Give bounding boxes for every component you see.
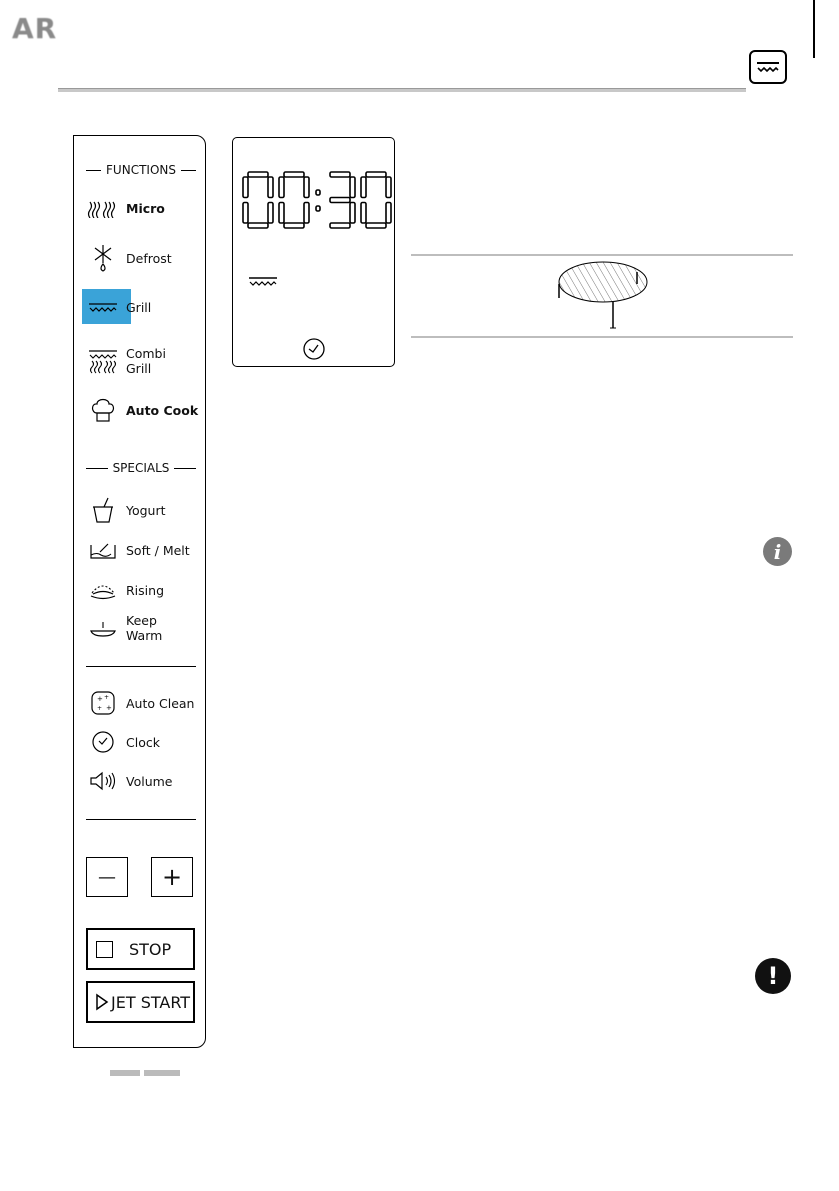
stop-button[interactable]	[86, 928, 195, 970]
panel-divider	[86, 666, 196, 667]
svg-text:+: +	[97, 695, 103, 703]
grill-icon-badge	[749, 50, 787, 84]
time-digit	[330, 172, 355, 228]
keep-warm-button[interactable]	[86, 613, 162, 643]
control-panel	[73, 135, 206, 1048]
defrost-label: Defrost	[126, 250, 172, 266]
keep-warm-label: Keep Warm	[126, 613, 163, 643]
illustration-top-rule	[411, 254, 793, 256]
yogurt-button[interactable]	[86, 496, 166, 524]
auto-cook-label: Auto Cook	[126, 402, 199, 418]
info-icon: i	[763, 537, 792, 566]
functions-heading: FUNCTIONS	[86, 163, 196, 177]
panel-divider	[86, 819, 196, 820]
rising-button[interactable]	[86, 576, 164, 604]
time-digit	[243, 172, 273, 228]
auto-clean-button[interactable]	[86, 689, 194, 717]
play-icon	[95, 993, 109, 1011]
auto-clean-label: Auto Clean	[126, 695, 195, 711]
soft-melt-icon	[86, 536, 120, 564]
combi-grill-button[interactable]	[86, 346, 166, 376]
jet-start-label: JET START	[111, 992, 191, 1012]
soft-melt-label: Soft / Melt	[126, 542, 190, 558]
time-readout	[233, 138, 393, 258]
micro-button[interactable]	[86, 194, 165, 222]
grill-icon	[86, 293, 120, 321]
clock-label: Clock	[126, 734, 160, 750]
specials-heading: SPECIALS	[86, 461, 196, 475]
svg-text:+: +	[106, 704, 112, 712]
illustration-bottom-rule	[411, 336, 793, 338]
grill-mode-icon	[247, 274, 281, 290]
svg-text:+: +	[97, 705, 103, 712]
chef-hat-icon	[86, 396, 120, 424]
jet-start-button[interactable]	[86, 981, 195, 1023]
language-code: AR	[12, 12, 58, 45]
volume-button[interactable]	[86, 767, 173, 795]
warning-icon: !	[755, 958, 791, 994]
auto-clean-icon	[86, 689, 120, 717]
micro-label: Micro	[126, 200, 165, 216]
time-digit	[279, 172, 309, 228]
clock-icon	[86, 728, 120, 756]
microwave-waves-icon	[86, 194, 120, 222]
defrost-icon	[86, 244, 120, 272]
time-colon	[316, 190, 320, 211]
keep-warm-icon	[86, 614, 120, 642]
combi-grill-icon	[86, 347, 120, 375]
yogurt-cup-icon	[86, 496, 120, 524]
svg-text:+: +	[104, 694, 110, 701]
minus-button[interactable]	[86, 857, 128, 897]
grill-label: Grill	[126, 299, 152, 315]
minus-icon: —	[98, 866, 116, 888]
header-rule	[58, 88, 746, 92]
clock-button[interactable]	[86, 728, 160, 756]
rising-dough-icon	[86, 576, 120, 604]
auto-cook-button[interactable]	[86, 396, 198, 424]
rising-label: Rising	[126, 582, 165, 598]
yogurt-label: Yogurt	[126, 502, 166, 518]
stop-label: STOP	[129, 939, 172, 959]
soft-melt-button[interactable]	[86, 536, 190, 564]
plus-button[interactable]	[151, 857, 193, 897]
stop-icon	[96, 941, 113, 958]
time-digit	[361, 172, 391, 228]
plus-icon: +	[161, 863, 183, 891]
grill-rack-icon	[553, 260, 653, 330]
lcd-display	[232, 137, 395, 367]
grill-button[interactable]	[86, 293, 151, 321]
defrost-button[interactable]	[86, 244, 172, 272]
grill-icon	[751, 52, 785, 82]
clock-status-icon	[302, 337, 326, 361]
combi-grill-label: Combi Grill	[126, 346, 166, 376]
volume-label: Volume	[126, 773, 173, 789]
page-edge-marker	[813, 0, 815, 58]
cropped-caption	[110, 1068, 220, 1076]
speaker-icon	[86, 767, 120, 795]
